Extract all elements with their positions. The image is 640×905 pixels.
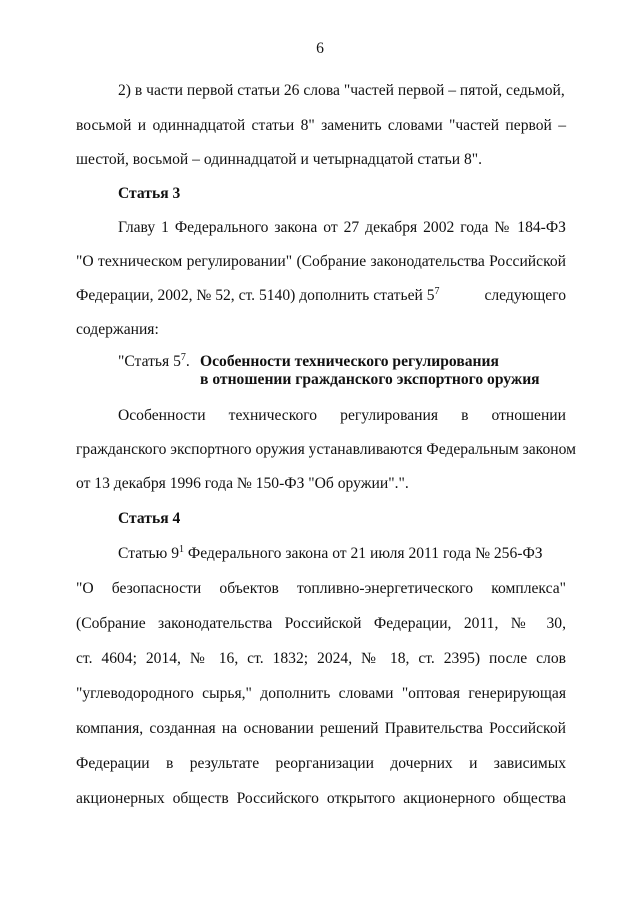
label-text: .	[185, 353, 190, 370]
paragraph-line: (Собрание законодательства Российской Федерации, 2011, № 30,	[76, 615, 566, 632]
superscript: 7	[180, 351, 186, 363]
paragraph-line: Особенности технического регулирования в отношении	[118, 407, 566, 424]
paragraph-line	[76, 287, 566, 305]
paragraph-line: Главу 1 Федерального закона от 27 декабря 2002 года № 184-ФЗ	[118, 219, 566, 236]
paragraph-line: от 13 декабря 1996 года № 150-ФЗ "Об оружии".".	[76, 475, 409, 492]
paragraph-line: акционерных обществ Российского открытого акционерного общества	[76, 790, 566, 807]
paragraph-line: "О техническом регулировании" (Собрание законодательства Российской	[76, 253, 566, 270]
paragraph-line	[118, 545, 566, 563]
paragraph-line: компания, созданная на основании решений Правительства Российской	[76, 720, 566, 737]
page-number: 6	[316, 40, 324, 57]
superscript: 7	[434, 285, 440, 297]
paragraph-line: шестой, восьмой – одиннадцатой и четырнадцатой статьи 8".	[76, 151, 483, 168]
line-text: Федерального закона от 21 июля 2011 года № 256-ФЗ	[184, 545, 543, 562]
line-text: Статью 9	[118, 545, 179, 562]
paragraph-line: восьмой и одиннадцатой статьи 8" заменить словами "частей первой –	[76, 117, 566, 134]
line-text: следующего	[484, 287, 566, 304]
article-5-7-title-line2: в отношении гражданского экспортного оружия	[200, 371, 540, 388]
article-5-7-label	[118, 353, 190, 371]
paragraph-line: "углеводородного сырья," дополнить словами "оптовая генерирующая	[76, 685, 566, 702]
paragraph-line: 2) в части первой статьи 26 слова "частей первой – пятой, седьмой,	[118, 82, 565, 99]
paragraph-line: "О безопасности объектов топливно-энергетического комплекса"	[76, 580, 566, 597]
paragraph-line: Федерации в результате реорганизации дочерних и зависимых	[76, 755, 566, 772]
paragraph-line: гражданского экспортного оружия устанавливаются Федеральным законом	[76, 441, 576, 458]
article-5-7-title-line1: Особенности технического регулирования	[200, 353, 499, 370]
superscript: 1	[179, 543, 184, 555]
line-text: Федерации, 2002, № 52, ст. 5140) дополнить статьей 5	[76, 287, 435, 304]
paragraph-line: ст. 4604; 2014, № 16, ст. 1832; 2024, № 18, ст. 2395) после слов	[76, 650, 566, 667]
label-text: "Статья 5	[118, 353, 181, 370]
article-3-heading: Статья 3	[118, 185, 181, 202]
paragraph-line: содержания:	[76, 321, 159, 338]
article-4-heading: Статья 4	[118, 510, 181, 527]
